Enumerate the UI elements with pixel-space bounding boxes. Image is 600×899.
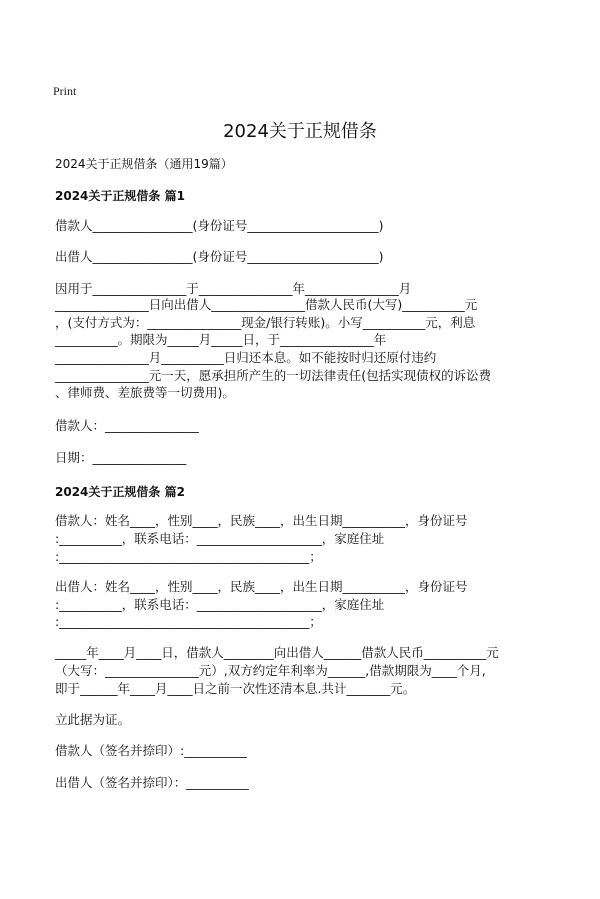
doc-line: :________________________________________； (55, 614, 322, 629)
doc-line: _____年____月____日，借款人________向出借人______借款人民币__________元 (55, 645, 499, 660)
doc-line: _______________日向出借人_______________借款人民币(大写)__________元 (55, 297, 478, 312)
doc-line: 借款人________________(身份证号_____________________) (55, 218, 384, 233)
doc-line: _______________元一天，愿承担所产生的一切法律责任(包括实现债权的诉讼费 (55, 368, 492, 383)
section-heading-1: 2024关于正规借条 篇1 (55, 189, 185, 203)
doc-line: ，(支付方式为：_______________现金/银行转账)。小写__________元，利息 (55, 315, 476, 330)
doc-line: 、律师费、差旅费等一切费用)。 (55, 385, 235, 400)
doc-line: 借款人：姓名____，性别____，民族____，出生日期__________，身份证号 (55, 513, 468, 528)
doc-line: 立此据为证。 (55, 712, 131, 727)
doc-line: 出借人（签名并捺印）：__________ (55, 775, 249, 790)
doc-line: 借款人：_______________ (55, 418, 199, 433)
doc-line: :________________________________________； (55, 549, 322, 564)
print-link[interactable]: Print (53, 84, 77, 98)
doc-line: __________。期限为_____月_____日，于_______________年 (55, 332, 387, 347)
doc-line: _______________月__________日归还本息。如不能按时归还原付违约 (55, 350, 437, 365)
doc-line: 即于______年____月____日之前一次性还清本息.共计_______元。 (55, 681, 416, 696)
section-heading-2: 2024关于正规借条 篇2 (55, 485, 185, 499)
doc-line: 日期：_______________ (55, 450, 187, 465)
doc-line: :__________，联系电话：____________________，家庭住址 (55, 531, 385, 546)
doc-line: :__________，联系电话：____________________，家庭住址 (55, 597, 385, 612)
doc-line: 因用于_______________于_______________年_______________月 (55, 281, 412, 296)
document-subtitle: 2024关于正规借条（通用19篇） (55, 157, 233, 171)
doc-line: 出借人________________(身份证号_____________________) (55, 249, 384, 264)
doc-line: 出借人：姓名____，性别____，民族____，出生日期__________，身份证号 (55, 579, 468, 594)
document-title: 2024关于正规借条 (223, 121, 377, 142)
doc-line: 借款人（签名并捺印）:__________ (55, 743, 247, 758)
doc-line: （大写：_______________元）,双方约定年利率为______,借款期限为____个月, (55, 663, 486, 678)
